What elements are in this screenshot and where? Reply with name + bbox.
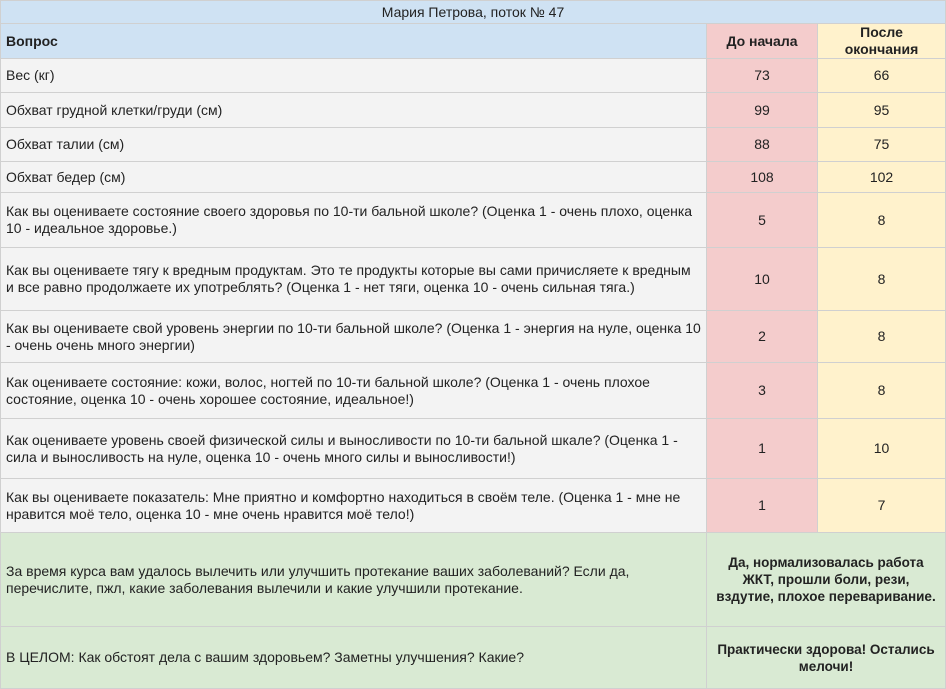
question-cell: Как вы оцениваете тягу к вредным продуктам. Это те продукты которые вы сами причисляете к вредным и все равно продолжаете их употреблять? (Оценка 1 - нет тяги, оценка 10 - очень сильная тяга.) [1, 248, 707, 311]
open-question-cell: За время курса вам удалось вылечить или улучшить протекание ваших заболеваний? Если да, перечислите, пжл, какие заболевания вылечили и какие улучшили протекание. [1, 533, 707, 627]
after-value: 102 [818, 162, 946, 193]
table-row [1, 248, 946, 311]
question-cell: Как оцениваете состояние: кожи, волос, ногтей по 10-ти бальной школе? (Оценка 1 - очень плохое состояние, оценка 10 - очень хорошее состояние, идеальное!) [1, 363, 707, 419]
after-value: 8 [818, 363, 946, 419]
after-value: 8 [818, 193, 946, 248]
before-value: 5 [707, 193, 818, 248]
after-value: 75 [818, 128, 946, 162]
sheet-title: Мария Петрова, поток № 47 [1, 1, 946, 24]
open-answer-cell: Да, нормализовалась работа ЖКТ, прошли боли, рези, вздутие, плохое переваривание. [707, 533, 946, 627]
table-row [1, 128, 946, 162]
question-cell: Обхват талии (см) [1, 128, 707, 162]
table-row [1, 363, 946, 419]
before-value: 10 [707, 248, 818, 311]
header-row [1, 24, 946, 59]
before-value: 2 [707, 311, 818, 363]
table-row [1, 479, 946, 533]
question-cell: Обхват грудной клетки/груди (см) [1, 93, 707, 128]
before-value: 108 [707, 162, 818, 193]
table-row [1, 311, 946, 363]
open-question-row [1, 533, 946, 627]
header-question: Вопрос [1, 24, 707, 59]
before-value: 73 [707, 59, 818, 93]
after-value: 66 [818, 59, 946, 93]
title-row [1, 1, 946, 24]
table-row [1, 162, 946, 193]
before-value: 88 [707, 128, 818, 162]
table-row [1, 193, 946, 248]
before-value: 1 [707, 419, 818, 479]
after-value: 8 [818, 311, 946, 363]
question-cell: Как вы оцениваете показатель: Мне приятно и комфортно находиться в своём теле. (Оценка 1 - мне не нравится моё тело, оценка 10 - мне очень нравится моё тело!) [1, 479, 707, 533]
header-before: До начала [707, 24, 818, 59]
before-value: 3 [707, 363, 818, 419]
open-answer-cell: Практически здорова! Остались мелочи! [707, 627, 946, 689]
after-value: 10 [818, 419, 946, 479]
table-row [1, 419, 946, 479]
question-cell: Как вы оцениваете свой уровень энергии по 10-ти бальной школе? (Оценка 1 - энергия на нуле, оценка 10 - очень очень много энергии) [1, 311, 707, 363]
header-after: После окончания [818, 24, 946, 59]
after-value: 7 [818, 479, 946, 533]
question-cell: Как оцениваете уровень своей физической силы и выносливости по 10-ти бальной шкале? (Оценка 1 - сила и выносливость на нуле, оценка 10 - очень много силы и выносливости!) [1, 419, 707, 479]
before-value: 99 [707, 93, 818, 128]
question-cell: Вес (кг) [1, 59, 707, 93]
before-value: 1 [707, 479, 818, 533]
question-cell: Как вы оцениваете состояние своего здоровья по 10-ти бальной школе? (Оценка 1 - очень плохо, оценка 10 - идеальное здоровье.) [1, 193, 707, 248]
table-row [1, 59, 946, 93]
after-value: 95 [818, 93, 946, 128]
after-value: 8 [818, 248, 946, 311]
open-question-row [1, 627, 946, 689]
table-row [1, 93, 946, 128]
open-question-cell: В ЦЕЛОМ: Как обстоят дела с вашим здоровьем? Заметны улучшения? Какие? [1, 627, 707, 689]
question-cell: Обхват бедер (см) [1, 162, 707, 193]
